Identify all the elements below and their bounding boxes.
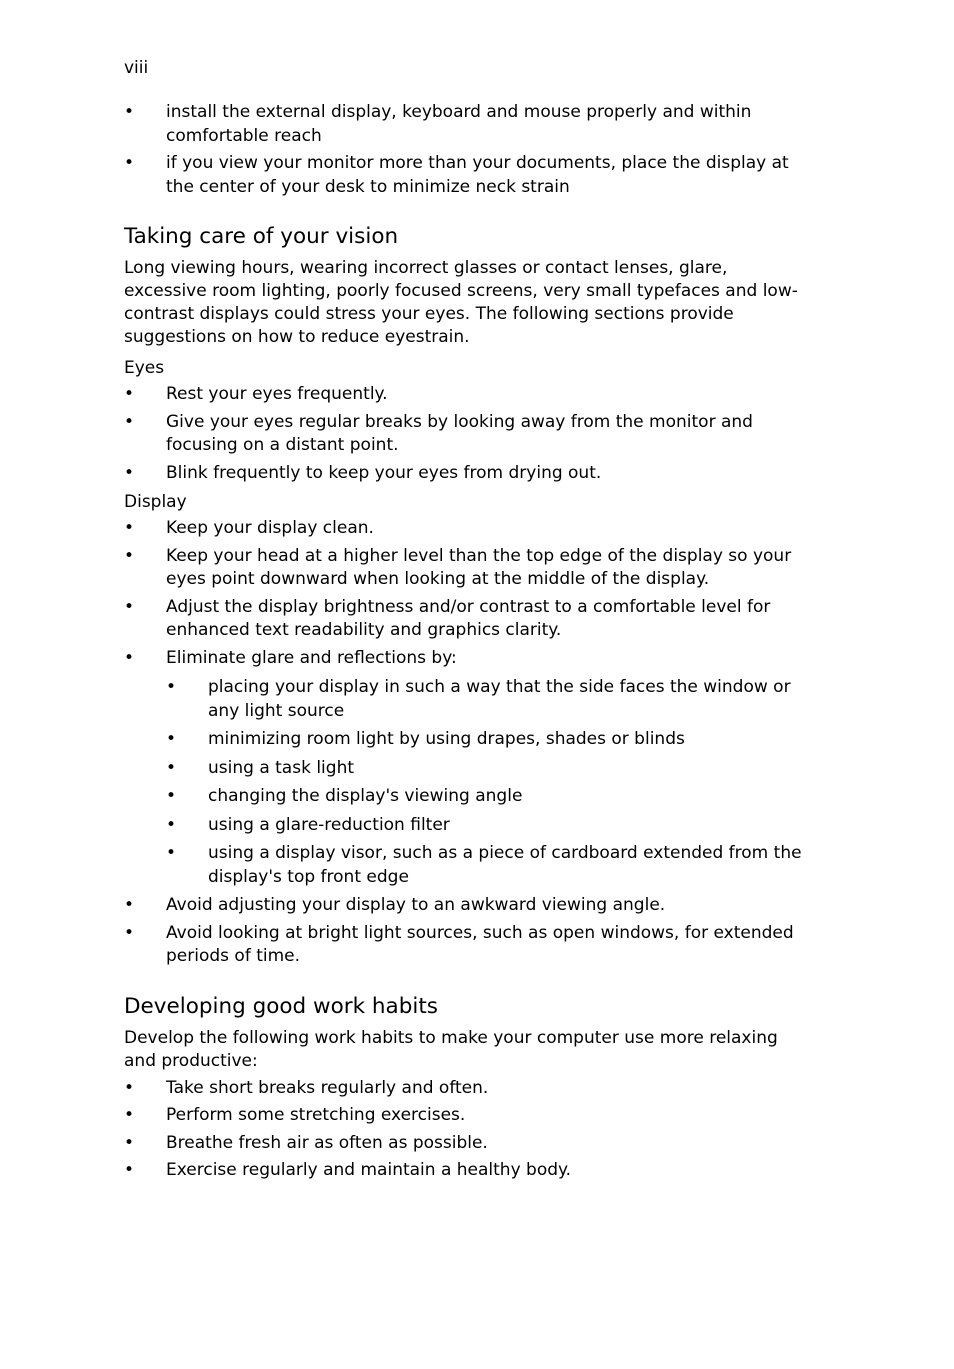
list-item-text: Avoid looking at bright light sources, such as open windows, for extended periods of time. [166, 922, 794, 966]
bullet-icon: • [166, 729, 177, 749]
list-item [124, 1077, 814, 1101]
sub-list-item [166, 676, 814, 723]
eyes-bullet-list [124, 383, 814, 485]
bullet-icon: • [124, 647, 135, 668]
section-heading: Taking care of your vision [124, 224, 399, 249]
bullet-icon: • [124, 102, 135, 122]
bullet-icon: • [124, 462, 135, 483]
list-item-text: install the external display, keyboard and mouse properly and within comfortable reach [166, 102, 752, 146]
list-item [124, 1104, 814, 1128]
list-item-text: Breathe fresh air as often as possible. [166, 1132, 488, 1153]
intro-bullet-list [124, 101, 814, 199]
list-item [124, 1132, 814, 1156]
sub-list-item [166, 757, 814, 781]
bullet-icon: • [124, 1160, 135, 1180]
habits-section [124, 993, 814, 1183]
bullet-icon: • [124, 1077, 135, 1098]
list-item [124, 101, 814, 148]
list-item-text: Keep your head at a higher level than the top edge of the display so your eyes point downward when looking at the middle of the display. [166, 545, 792, 589]
sub-list-item [166, 814, 814, 838]
vision-section [124, 223, 814, 969]
bullet-icon: • [124, 384, 135, 404]
bullet-icon: • [166, 677, 177, 697]
list-item-text: Exercise regularly and maintain a healthy body. [166, 1160, 572, 1180]
list-item-text: Perform some stretching exercises. [166, 1105, 466, 1125]
list-item [124, 411, 814, 458]
page-number: viii [124, 58, 149, 78]
list-item [124, 517, 814, 541]
list-item [124, 462, 814, 486]
bullet-icon: • [124, 411, 135, 432]
eyes-label: Eyes [124, 358, 165, 378]
bullet-icon: • [166, 786, 177, 806]
list-item-text: Avoid adjusting your display to an awkward viewing angle. [166, 895, 666, 915]
list-item-text: using a task light [208, 757, 355, 778]
list-item-text: Blink frequently to keep your eyes from drying out. [166, 462, 602, 483]
glare-sub-list [166, 676, 814, 889]
bullet-icon: • [124, 895, 135, 915]
bullet-icon: • [166, 843, 177, 863]
section-paragraph: Long viewing hours, wearing incorrect glasses or contact lenses, glare, excessive room lighting, poorly focused screens, very small typefaces and low-contrast displays could stress your eyes. The following sections provide suggestions on how to reduce eyestrain. [124, 258, 798, 347]
list-item-text: Eliminate glare and reflections by: [166, 647, 457, 668]
list-item [124, 152, 814, 199]
list-item-text: placing your display in such a way that the side faces the window or any light source [208, 677, 791, 721]
list-item [124, 647, 814, 890]
document-page [124, 56, 814, 1187]
list-item-text: using a display visor, such as a piece of cardboard extended from the display's top front edge [208, 843, 802, 887]
sub-list-item [166, 842, 814, 889]
section-paragraph: Develop the following work habits to make your computer use more relaxing and productive: [124, 1027, 778, 1071]
bullet-icon: • [124, 596, 135, 617]
list-item [124, 545, 814, 592]
list-item-text: Give your eyes regular breaks by looking away from the monitor and focusing on a distant point. [166, 411, 753, 455]
list-item-text: using a glare-reduction filter [208, 814, 450, 835]
list-item-text: if you view your monitor more than your documents, place the display at the center of your desk to minimize neck strain [166, 153, 789, 197]
bullet-icon: • [124, 1105, 135, 1125]
list-item [124, 894, 814, 918]
bullet-icon: • [124, 545, 135, 566]
bullet-icon: • [166, 814, 177, 835]
list-item-text: Adjust the display brightness and/or contrast to a comfortable level for enhanced text readability and graphics clarity. [166, 596, 771, 640]
bullet-icon: • [124, 922, 135, 943]
list-item-text: minimizing room light by using drapes, shades or blinds [208, 729, 685, 749]
list-item-text: Rest your eyes frequently. [166, 384, 388, 404]
bullet-icon: • [166, 757, 177, 778]
list-item [124, 383, 814, 407]
display-bullet-list [124, 517, 814, 969]
bullet-icon: • [124, 153, 135, 173]
bullet-icon: • [124, 1132, 135, 1153]
bullet-icon: • [124, 518, 135, 538]
habits-bullet-list [124, 1077, 814, 1183]
sub-list-item [166, 785, 814, 809]
section-heading: Developing good work habits [124, 993, 438, 1019]
list-item-text: Keep your display clean. [166, 518, 374, 538]
list-item-text: changing the display's viewing angle [208, 786, 523, 806]
list-item-text: Take short breaks regularly and often. [166, 1077, 489, 1098]
display-label: Display [124, 492, 187, 512]
list-item [124, 922, 814, 969]
list-item [124, 596, 814, 643]
list-item [124, 1159, 814, 1183]
sub-list-item [166, 728, 814, 752]
